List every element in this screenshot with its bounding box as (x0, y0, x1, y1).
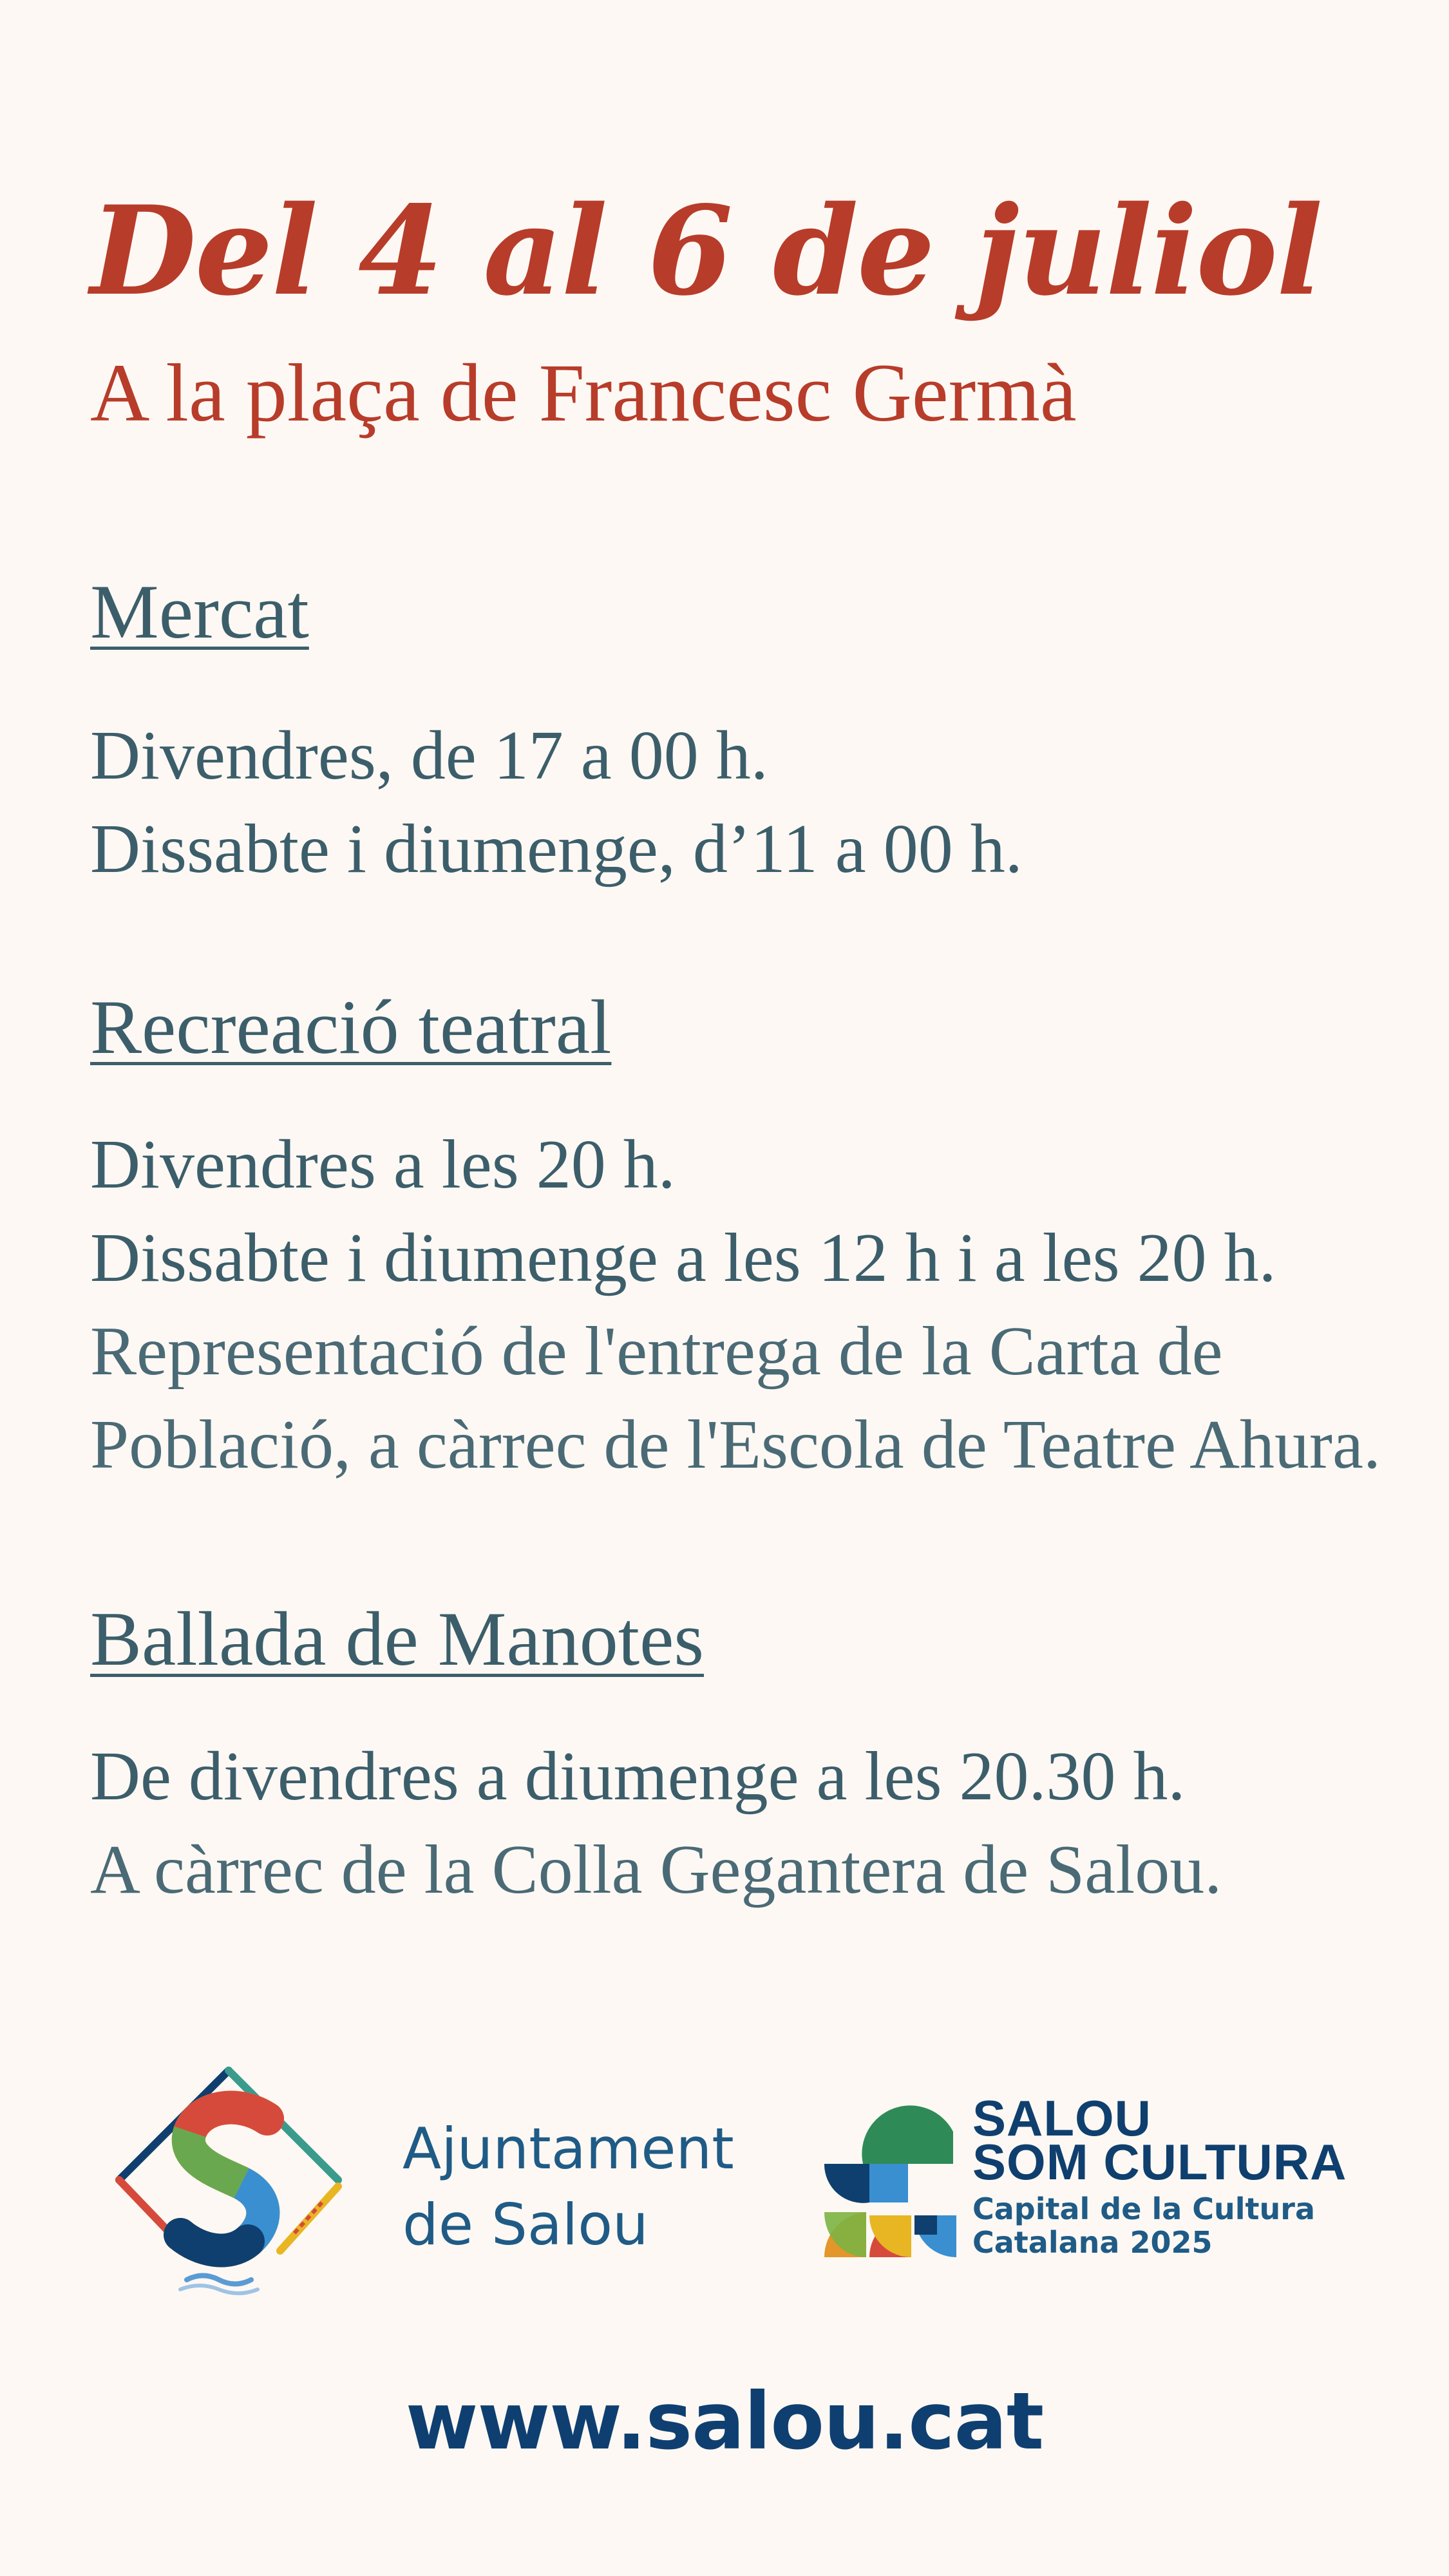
ajuntament-label-2: de Salou (402, 2192, 649, 2258)
ajuntament-label-1: Ajuntament (402, 2116, 734, 2182)
mercat-line-1: Divendres, de 17 a 00 h. (90, 717, 768, 794)
recreacio-line-1: Divendres a les 20 h. (90, 1126, 676, 1203)
section-heading-mercat: Mercat (90, 569, 309, 654)
som-cultura-logo-mark (824, 2093, 960, 2267)
website-link[interactable]: www.salou.cat (405, 2376, 1044, 2467)
som-cultura-line-4: Catalana 2025 (972, 2225, 1213, 2260)
recreacio-line-3: Representació de l'entrega de la Carta de (90, 1313, 1223, 1390)
page-title: Del 4 al 6 de juliol (90, 179, 1322, 323)
mercat-line-2: Dissabte i diumenge, d’11 a 00 h. (90, 811, 1023, 887)
section-heading-recreacio: Recreació teatral (90, 984, 612, 1070)
page-subtitle: A la plaça de Francesc Germà (90, 347, 1077, 439)
som-cultura-line-2: SOM CULTURA (972, 2134, 1347, 2190)
som-cultura-line-1: SALOU (972, 2090, 1151, 2146)
recreacio-line-2: Dissabte i diumenge a les 12 h i a les 20 h. (90, 1220, 1276, 1296)
ajuntament-logo (109, 2064, 361, 2296)
ballada-line-2: A càrrec de la Colla Gegantera de Salou. (90, 1832, 1222, 1908)
ballada-line-1: De divendres a diumenge a les 20.30 h. (90, 1738, 1186, 1815)
recreacio-line-4: Població, a càrrec de l'Escola de Teatre Ahura. (90, 1406, 1381, 1483)
ajuntament-logo-mark (109, 2064, 361, 2296)
som-cultura-line-3: Capital de la Cultura (972, 2192, 1316, 2226)
section-heading-ballada: Ballada de Manotes (90, 1596, 705, 1681)
